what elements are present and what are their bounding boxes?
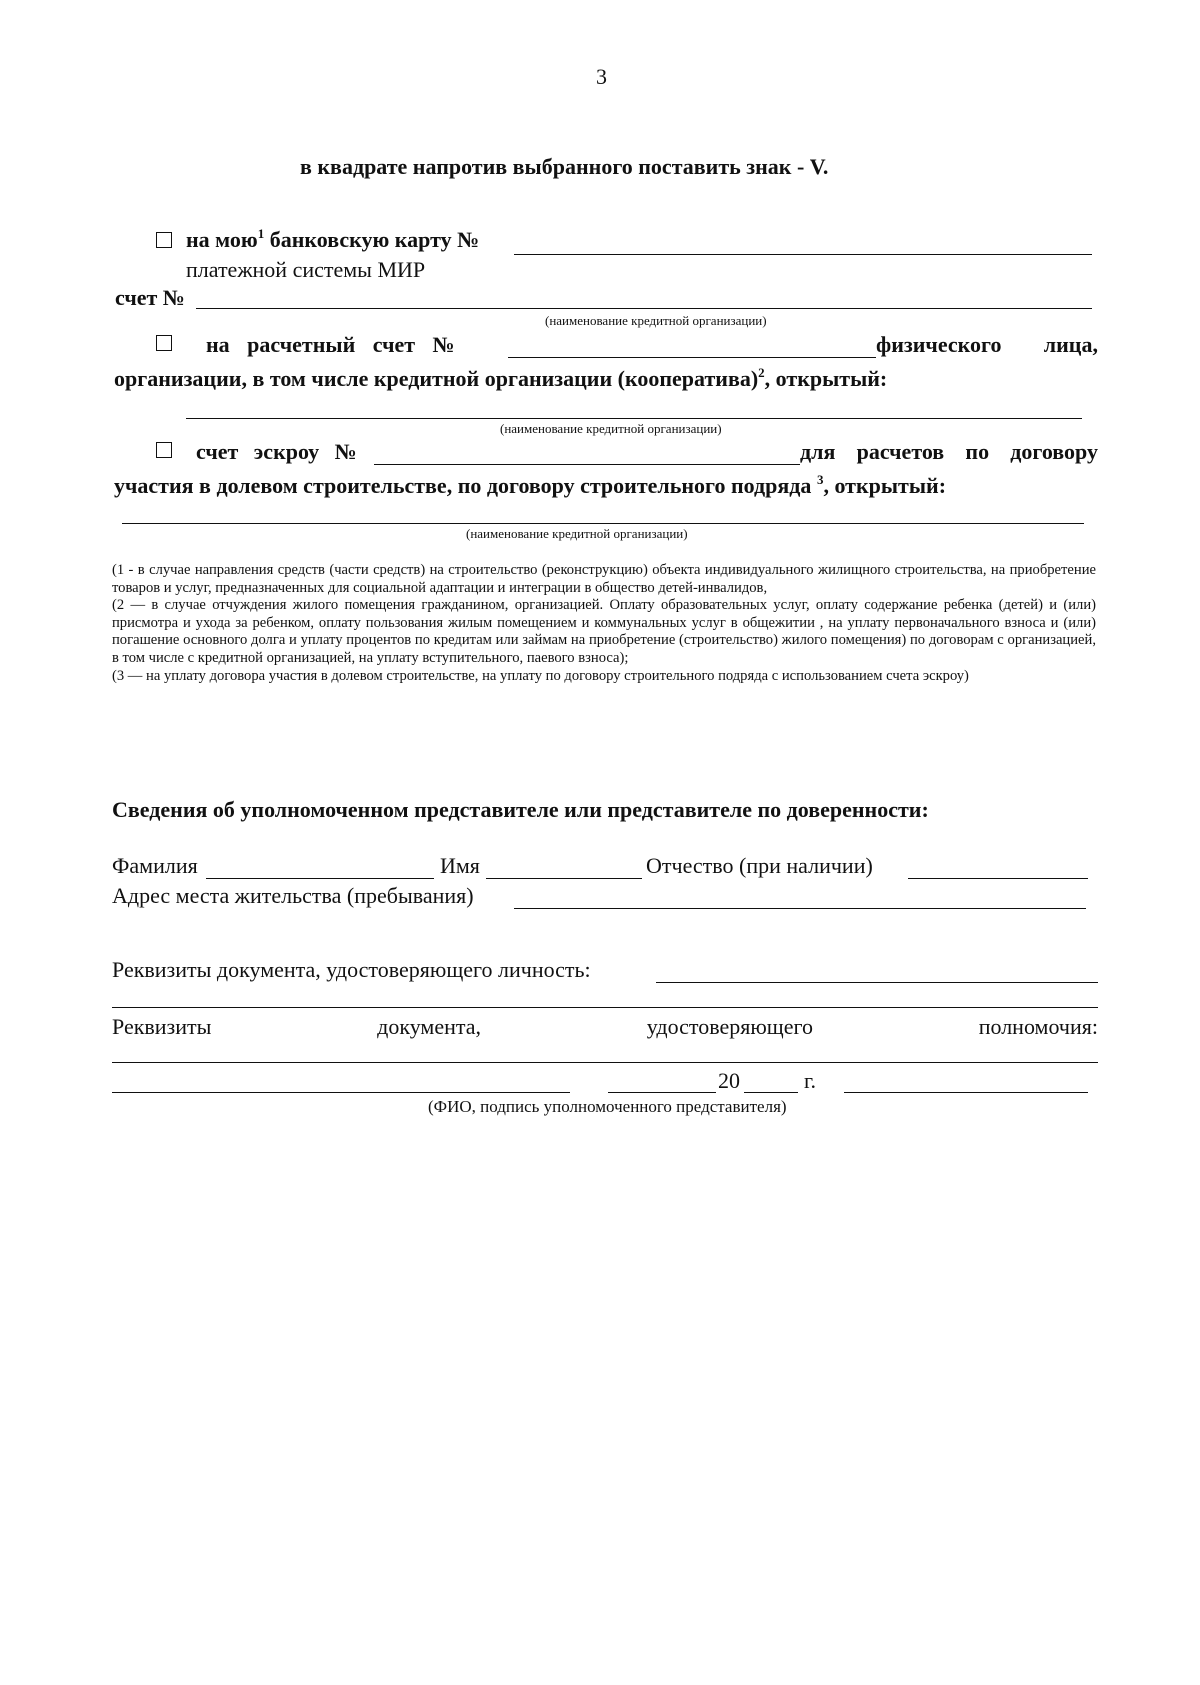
escrow-option-label: счет эскроу № [196, 439, 357, 464]
authority-word-4: полномочия: [978, 1014, 1098, 1039]
footnotes [112, 562, 1096, 685]
id-document-field[interactable] [656, 982, 1098, 983]
patronymic-label: Отчество (при наличии) [646, 853, 873, 878]
footnote-1: (1 - в случае направления средств (части средств) на строительство (реконструкцию) объекта индивидуального жилищного строительства, на приобретение товаров и услуг, предназначенных для социальной адаптации и интеграции в общество детей-инвалидов, [112, 562, 1096, 596]
address-label: Адрес места жительства (пребывания) [112, 883, 474, 908]
date-year-prefix: 20 [718, 1068, 740, 1093]
footnote-3: (3 — на уплату договора участия в долевом строительстве, на уплату по договору строительного подряда с использованием счета эскроу) [112, 667, 969, 684]
settlement-bank-field[interactable] [186, 418, 1082, 419]
footnote-2: (2 — в случае отчуждения жилого помещения гражданином, организацией. Оплату образовательных услуг, оплату содержание ребенка (детей) и (или) присмотра и ухода за ребенком, оплату пользования жилым помещением и коммунальных услуг в общежитии , на уплату первоначального взноса и (или) погашение основного долга и уплату процентов по кредитам или займам на приобретение (строительство) жилого помещения) по договорам с организацией, в том числе с кредитной организацией, на уплату вступительного, паевого взноса); [112, 597, 1096, 666]
authority-document-label [112, 1014, 1098, 1040]
id-document-field-line2[interactable] [112, 1007, 1098, 1008]
settlement-option-label-right: физического лица, [876, 332, 1098, 357]
settlement-bank-caption: (наименование кредитной организации) [500, 421, 722, 436]
card-option-text-rest: банковскую карту № [264, 227, 480, 252]
card-number-field[interactable] [514, 254, 1092, 255]
settlement-option-line2 [114, 366, 887, 392]
card-account-label: счет № [115, 285, 185, 310]
escrow-option-checkbox[interactable] [156, 442, 172, 458]
authority-word-3: удостоверяющего [646, 1014, 813, 1039]
escrow-bank-caption: (наименование кредитной организации) [466, 526, 688, 541]
signature-caption: (ФИО, подпись уполномоченного представителя) [428, 1097, 787, 1116]
settlement-option-checkbox[interactable] [156, 335, 172, 351]
date-year-field[interactable] [744, 1092, 798, 1093]
card-bank-caption: (наименование кредитной организации) [545, 313, 767, 328]
card-option-text: на мою [186, 227, 258, 252]
name-label: Имя [440, 853, 480, 878]
card-option-label [186, 227, 479, 253]
card-account-field[interactable] [196, 308, 1092, 309]
escrow-option-line2 [114, 473, 946, 499]
signature-field[interactable] [844, 1092, 1088, 1093]
name-field[interactable] [486, 878, 642, 879]
id-document-label: Реквизиты документа, удостоверяющего личность: [112, 957, 591, 982]
instruction-heading: в квадрате напротив выбранного поставить знак - V. [300, 154, 829, 179]
settlement-option-label: на расчетный счет № [206, 332, 455, 357]
settlement-account-field[interactable] [508, 357, 876, 358]
escrow-option-label-right: для расчетов по договору [800, 439, 1098, 464]
payment-system-label: платежной системы МИР [186, 257, 426, 282]
surname-label: Фамилия [112, 853, 198, 878]
representative-heading: Сведения об уполномоченном представителе или представителе по доверенности: [112, 797, 929, 822]
card-option-checkbox[interactable] [156, 232, 172, 248]
escrow-option-line2-text: участия в долевом строительстве, по договору строительного подряда [114, 473, 817, 498]
footnote-ref-3: 3 [816, 472, 824, 487]
date-year-suffix: г. [804, 1068, 817, 1093]
authority-document-field[interactable] [112, 1062, 1098, 1063]
address-field[interactable] [514, 908, 1086, 909]
escrow-bank-field[interactable] [122, 523, 1084, 524]
authority-word-1: Реквизиты [112, 1014, 212, 1039]
settlement-option-line2-text: организации, в том числе кредитной организации (кооператива) [114, 366, 759, 391]
authority-word-2: документа, [377, 1014, 482, 1039]
date-day-month-field[interactable] [608, 1092, 716, 1093]
footnote-ref-1: 1 [257, 226, 265, 241]
page-number: 3 [596, 64, 607, 89]
signature-fio-field[interactable] [112, 1092, 570, 1093]
footnote-ref-2: 2 [758, 365, 765, 380]
settlement-option-line2-end: , открытый: [764, 366, 888, 391]
patronymic-field[interactable] [908, 878, 1088, 879]
escrow-account-field[interactable] [374, 464, 800, 465]
surname-field[interactable] [206, 878, 434, 879]
escrow-option-line2-end: , открытый: [823, 473, 947, 498]
